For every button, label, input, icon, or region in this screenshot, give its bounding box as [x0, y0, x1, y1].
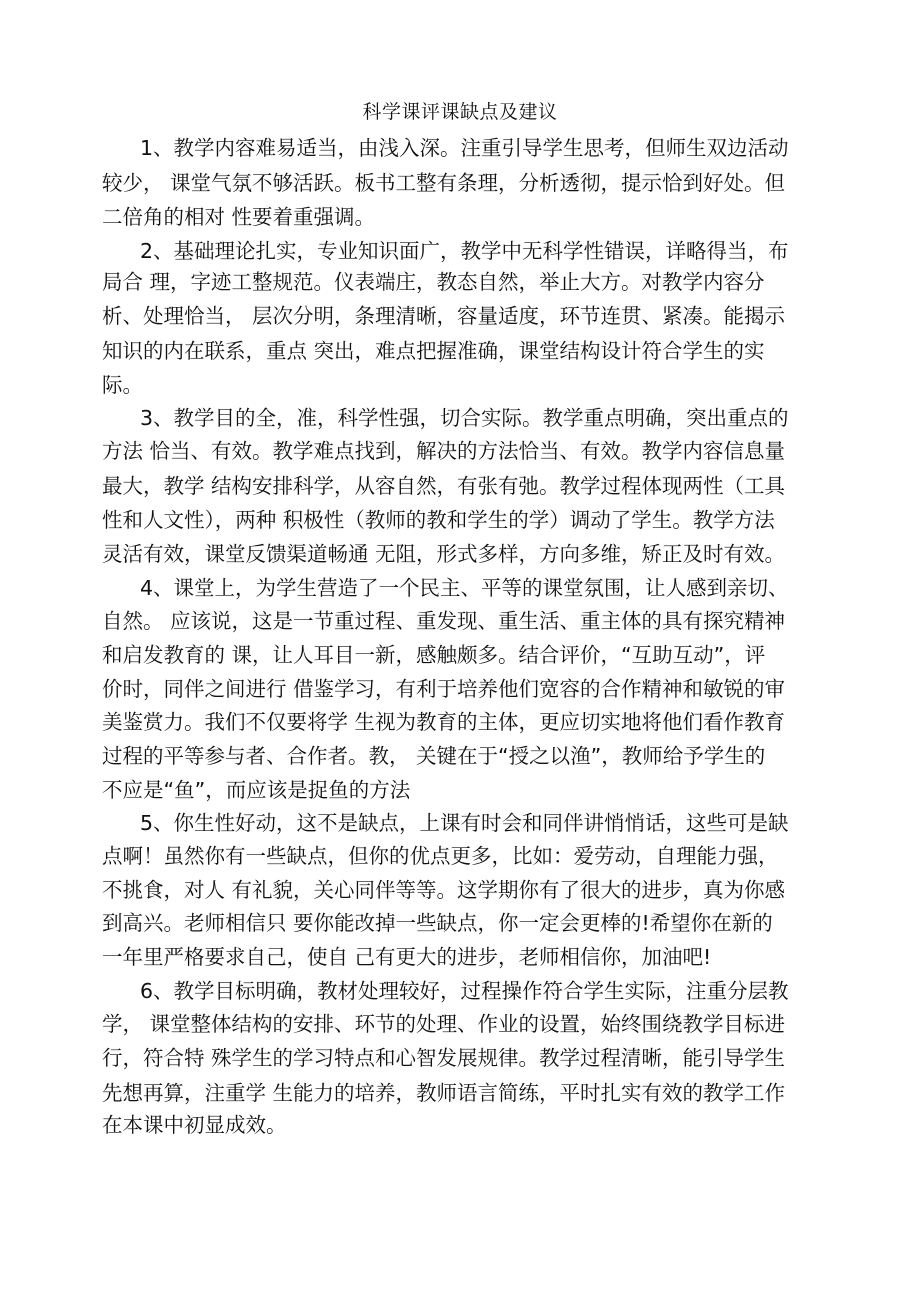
text-line: 1、教学内容难易适当，由浅入深。注重引导学生思考，但师生双边活动 — [140, 136, 789, 160]
text-line: 在本课中初显成效。 — [102, 1113, 287, 1137]
text-line: 不应是“鱼”，而应该是捉鱼的方法 — [102, 778, 411, 802]
text-line: 较少， 课堂气氛不够活跃。板书工整有条理，分析透彻，提示恰到好处。但 — [102, 171, 786, 195]
text-line: 析、处理恰当， 层次分明，条理清晰，容量适度，环节连贯、紧凑。能揭示 — [102, 304, 786, 328]
text-line: 先想再算，注重学 生能力的培养，教师语言简练，平时扎实有效的教学工作 — [102, 1081, 786, 1105]
text-line: 际。 — [102, 373, 143, 397]
text-line: 最大，教学 结构安排科学，从容自然，有张有弛。教学过程体现两性（工具 — [102, 474, 786, 498]
text-line: 知识的内在联系，重点 突出，难点把握准确，课堂结构设计符合学生的实 — [102, 339, 765, 363]
text-line: 4、课堂上，为学生营造了一个民主、平等的课堂氛围，让人感到亲切、 — [140, 576, 789, 600]
text-line: 3、教学目的全，准，科学性强，切合实际。教学重点明确，突出重点的 — [140, 406, 789, 430]
text-line: 学， 课堂整体结构的安排、环节的处理、作业的设置，始终围绕教学目标进 — [102, 1012, 786, 1036]
text-line: 过程的平等参与者、合作者。教， 关键在于“授之以渔”，教师给予学生的 — [102, 744, 766, 768]
text-line: 二倍角的相对 性要着重强调。 — [102, 205, 376, 229]
text-line: 局合 理，字迹工整规范。仪表端庄，教态自然，举止大方。对教学内容分 — [102, 270, 765, 294]
text-line: 灵活有效，课堂反馈渠道畅通 无阻，形式多样，方向多维，矫正及时有效。 — [102, 542, 786, 566]
text-line: 2、基础理论扎实，专业知识面广，教学中无科学性错误，详略得当，布 — [140, 239, 789, 263]
text-line: 性和人文性），两种 积极性（教师的教和学生的学）调动了学生。教学方法 — [102, 508, 775, 532]
text-line: 行，符合特 殊学生的学习特点和心智发展规律。教学过程清晰，能引导学生 — [102, 1046, 786, 1070]
text-line: 方法 恰当、有效。教学难点找到，解决的方法恰当、有效。教学内容信息量 — [102, 439, 786, 463]
document-title: 科学课评课缺点及建议 — [362, 101, 558, 123]
text-line: 5、你生性好动，这不是缺点，上课有时会和同伴讲悄悄话，这些可是缺 — [140, 811, 789, 835]
text-line: 不挑食，对人 有礼貌，关心同伴等等。这学期你有了很大的进步，真为你感 — [102, 878, 786, 902]
text-line: 自然。 应该说，这是一节重过程、重发现、重生活、重主体的具有探究精神 — [102, 609, 786, 633]
text-line: 点啊！虽然你有一些缺点，但你的优点更多，比如：爱劳动，自理能力强， — [102, 844, 779, 868]
text-line: 和启发教育的 课，让人耳目一新，感触颇多。结合评价，“互助互动”，评 — [102, 643, 766, 667]
text-line: 美鉴赏力。我们不仅要将学 生视为教育的主体，更应切实地将他们看作教育 — [102, 710, 786, 734]
text-line: 到高兴。老师相信只 要你能改掉一些缺点，你一定会更棒的!希望你在新的 — [102, 911, 773, 935]
text-line: 6、教学目标明确，教材处理较好，过程操作符合学生实际，注重分层教 — [140, 979, 789, 1003]
text-line: 价时，同伴之间进行 借鉴学习，有利于培养他们宽容的合作精神和敏锐的审 — [102, 677, 786, 701]
text-line: 一年里严格要求自己，使自 己有更大的进步，老师相信你，加油吧! — [102, 945, 712, 969]
